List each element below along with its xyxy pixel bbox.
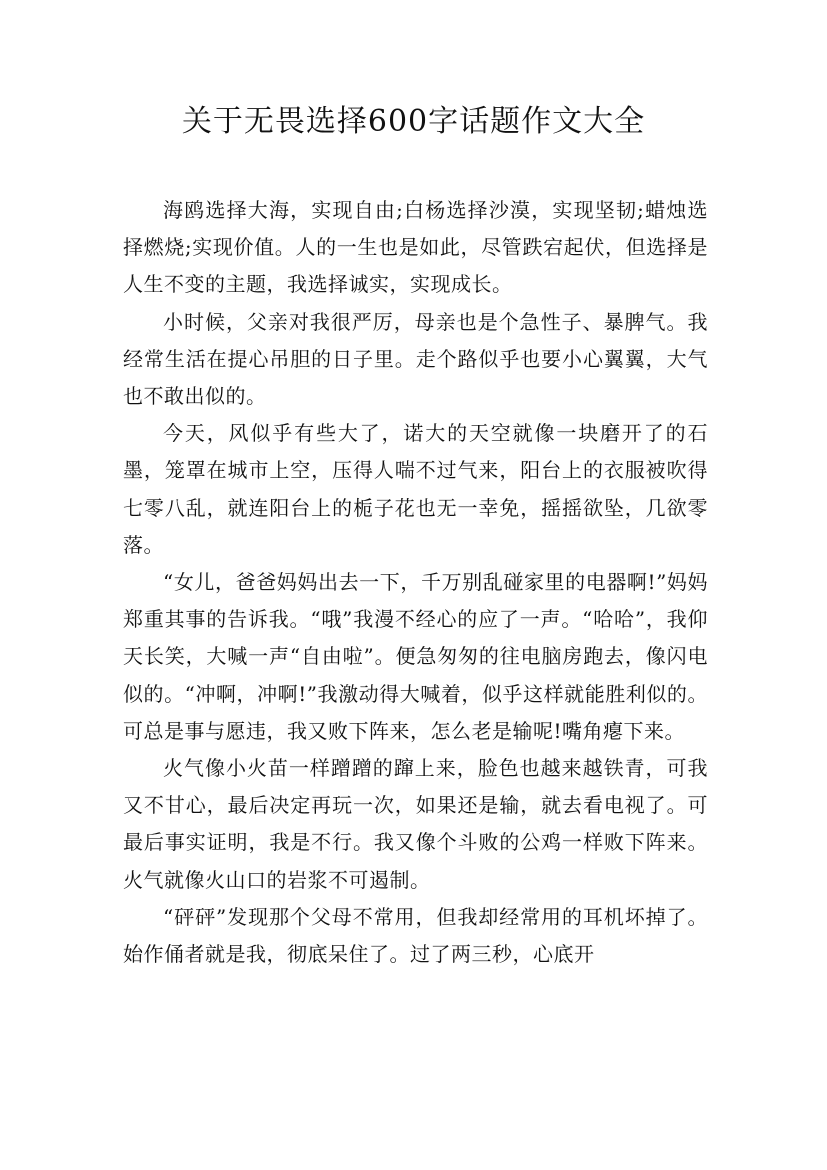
paragraph: 火气像小火苗一样蹭蹭的蹿上来，脸色也越来越铁青，可我又不甘心，最后决定再玩一次，如果还是输，就去看电视了。可最后事实证明，我是不行。我又像个斗败的公鸡一样败下阵来。火气就像火山口的岩浆不可遏制。	[123, 756, 708, 892]
document-title: 关于无畏选择600字话题作文大全	[181, 104, 646, 139]
paragraph: “砰砰”发现那个父母不常用，但我却经常用的耳机坏掉了。始作俑者就是我，彻底呆住了。过了两三秒，心底开	[123, 904, 708, 967]
paragraph: 海鸥选择大海，实现自由;白杨选择沙漠，实现坚韧;蜡烛选择燃烧;实现价值。人的一生也是如此，尽管跌宕起伏，但选择是人生不变的主题，我选择诚实，实现成长。	[123, 198, 708, 297]
document-body	[123, 192, 708, 973]
paragraph: 小时候，父亲对我很严厉，母亲也是个急性子、暴脾气。我经常生活在提心吊胆的日子里。走个路似乎也要小心翼翼，大气也不敢出似的。	[123, 309, 708, 409]
paragraph: “女儿，爸爸妈妈出去一下，千万别乱碰家里的电器啊!”妈妈郑重其事的告诉我。“哦”我漫不经心的应了一声。“哈哈”，我仰天长笑，大喊一声“自由啦”。便急匆匆的往电脑房跑去，像闪电似的。“冲啊，冲啊!”我激动得大喊着，似乎这样就能胜利似的。可总是事与愿违，我又败下阵来，怎么老是输呢!嘴角瘪下来。	[123, 570, 708, 743]
paragraph: 今天，风似乎有些大了，诺大的天空就像一块磨开了的石墨，笼罩在城市上空，压得人喘不过气来，阳台上的衣服被吹得七零八乱，就连阳台上的栀子花也无一幸免，摇摇欲坠，几欲零落。	[123, 421, 708, 557]
